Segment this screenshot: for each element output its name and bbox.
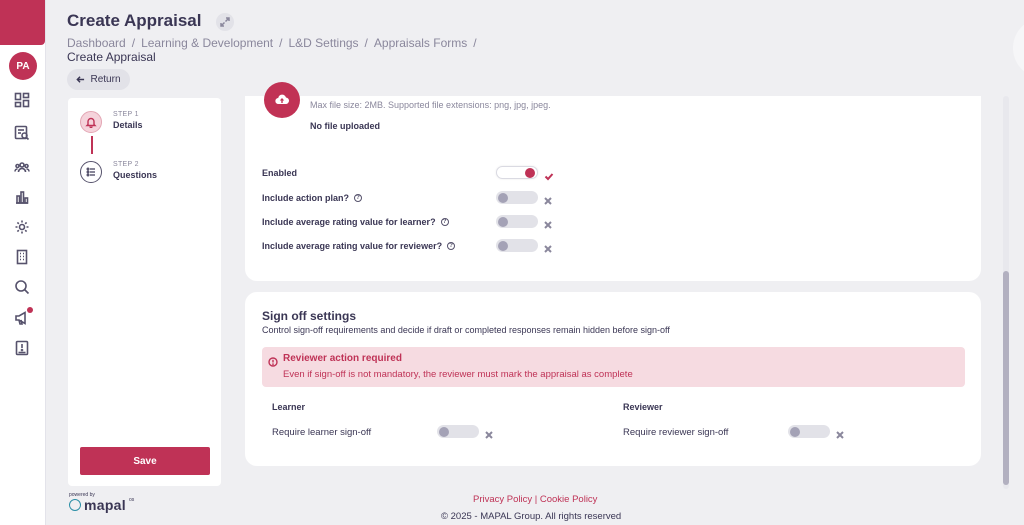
search-list-icon[interactable] bbox=[13, 124, 31, 142]
left-rail bbox=[0, 0, 46, 525]
signoff-title: Sign off settings bbox=[262, 309, 356, 323]
cross-icon bbox=[835, 427, 845, 437]
step-1-number: STEP 1 bbox=[113, 111, 139, 118]
step-2-number: STEP 2 bbox=[113, 161, 139, 168]
powered-by: powered by bbox=[69, 492, 95, 498]
list-icon bbox=[85, 166, 97, 178]
notification-dot bbox=[27, 307, 33, 313]
toggle-reviewer-signoff[interactable] bbox=[788, 425, 830, 438]
toggle-enabled[interactable] bbox=[496, 166, 538, 179]
mapal-logo bbox=[69, 497, 134, 513]
brand-name: mapal bbox=[84, 497, 126, 513]
cross-icon bbox=[543, 217, 553, 227]
return-button[interactable] bbox=[67, 69, 130, 90]
reviewer-heading: Reviewer bbox=[623, 402, 663, 412]
toggle-knob bbox=[498, 193, 508, 203]
mapal-logo-icon bbox=[69, 499, 81, 511]
learner-heading: Learner bbox=[272, 402, 306, 412]
brand-sup: os bbox=[128, 497, 135, 503]
details-card bbox=[245, 96, 981, 281]
step-connector bbox=[91, 136, 93, 154]
cookie-policy-link[interactable]: Cookie Policy bbox=[539, 494, 598, 505]
scrollbar-thumb[interactable] bbox=[1003, 271, 1009, 485]
setting-action-plan-label: Include action plan? bbox=[262, 193, 350, 203]
megaphone-icon[interactable] bbox=[13, 309, 31, 327]
settings-icon[interactable] bbox=[13, 218, 31, 236]
return-label: Return bbox=[90, 74, 121, 85]
setting-learner-rating-label: Include average rating value for learner? bbox=[262, 217, 436, 227]
copyright: © 2025 - MAPAL Group. All rights reserved bbox=[441, 511, 622, 522]
building-icon[interactable] bbox=[13, 248, 31, 266]
alert-body: Even if sign-off is not mandatory, the reviewer must mark the appraisal as complete bbox=[283, 369, 633, 380]
cross-icon bbox=[543, 193, 553, 203]
signoff-card bbox=[245, 292, 981, 466]
toggle-learner-rating[interactable] bbox=[496, 215, 538, 228]
step-questions[interactable] bbox=[80, 161, 157, 183]
breadcrumb: Dashboard / Learning & Development / L&D Settings / Appraisals Forms / Create Appraisal bbox=[67, 36, 477, 64]
toggle-knob bbox=[498, 241, 508, 251]
check-icon bbox=[544, 168, 554, 178]
breadcrumb-ld-settings[interactable]: L&D Settings bbox=[288, 36, 359, 50]
brand-strip bbox=[0, 0, 45, 45]
step-1-name: Details bbox=[113, 120, 143, 130]
page-title: Create Appraisal bbox=[67, 11, 202, 30]
step-details[interactable] bbox=[80, 111, 143, 133]
steps-panel bbox=[68, 98, 221, 486]
breadcrumb-current: Create Appraisal bbox=[67, 50, 156, 64]
people-icon[interactable] bbox=[13, 158, 31, 176]
file-status: No file uploaded bbox=[310, 121, 381, 131]
chart-icon[interactable] bbox=[13, 188, 31, 206]
footer-divider: | bbox=[534, 494, 538, 505]
decorative-circle bbox=[1013, 18, 1024, 78]
help-icon[interactable]: ? bbox=[354, 194, 362, 202]
toggle-knob bbox=[525, 168, 535, 178]
arrow-left-icon bbox=[76, 75, 85, 84]
avatar[interactable]: PA bbox=[9, 52, 37, 80]
toggle-knob bbox=[498, 217, 508, 227]
signoff-description: Control sign-off requirements and decide if draft or completed responses remain hidden before sign-off bbox=[262, 325, 670, 335]
toggle-action-plan[interactable] bbox=[496, 191, 538, 204]
breadcrumb-dashboard[interactable]: Dashboard bbox=[67, 36, 126, 50]
book-icon[interactable] bbox=[13, 339, 31, 357]
dashboard-icon[interactable] bbox=[13, 91, 31, 109]
help-icon[interactable]: ? bbox=[441, 218, 449, 226]
save-button[interactable]: Save bbox=[80, 447, 210, 475]
help-icon[interactable]: ? bbox=[447, 242, 455, 250]
cloud-upload-icon bbox=[275, 93, 289, 107]
expand-button[interactable] bbox=[216, 13, 234, 31]
file-hint: Max file size: 2MB. Supported file extensions: png, jpg, jpeg. bbox=[310, 100, 551, 110]
setting-enabled-label: Enabled bbox=[262, 168, 298, 178]
toggle-knob bbox=[439, 427, 449, 437]
privacy-policy-link[interactable]: Privacy Policy bbox=[473, 494, 533, 505]
upload-button[interactable] bbox=[264, 82, 300, 118]
setting-reviewer-rating-label: Include average rating value for reviewer? bbox=[262, 241, 443, 251]
step-1-indicator bbox=[80, 111, 102, 133]
step-2-indicator bbox=[80, 161, 102, 183]
step-2-name: Questions bbox=[113, 170, 158, 180]
alert-title: Reviewer action required bbox=[283, 353, 402, 364]
toggle-learner-signoff[interactable] bbox=[437, 425, 479, 438]
search-icon[interactable] bbox=[13, 278, 31, 296]
breadcrumb-learning-development[interactable]: Learning & Development bbox=[141, 36, 274, 50]
cross-icon bbox=[543, 241, 553, 251]
breadcrumb-appraisals-forms[interactable]: Appraisals Forms bbox=[373, 36, 468, 50]
reviewer-alert bbox=[262, 347, 965, 387]
reviewer-signoff-label: Require reviewer sign-off bbox=[623, 427, 729, 438]
toggle-reviewer-rating[interactable] bbox=[496, 239, 538, 252]
bell-icon bbox=[85, 116, 97, 128]
learner-signoff-label: Require learner sign-off bbox=[272, 427, 372, 438]
info-icon bbox=[268, 354, 278, 364]
scrollbar-track[interactable] bbox=[1003, 96, 1009, 489]
toggle-knob bbox=[790, 427, 800, 437]
expand-icon bbox=[220, 17, 230, 27]
footer-links bbox=[473, 494, 597, 505]
cross-icon bbox=[484, 427, 494, 437]
